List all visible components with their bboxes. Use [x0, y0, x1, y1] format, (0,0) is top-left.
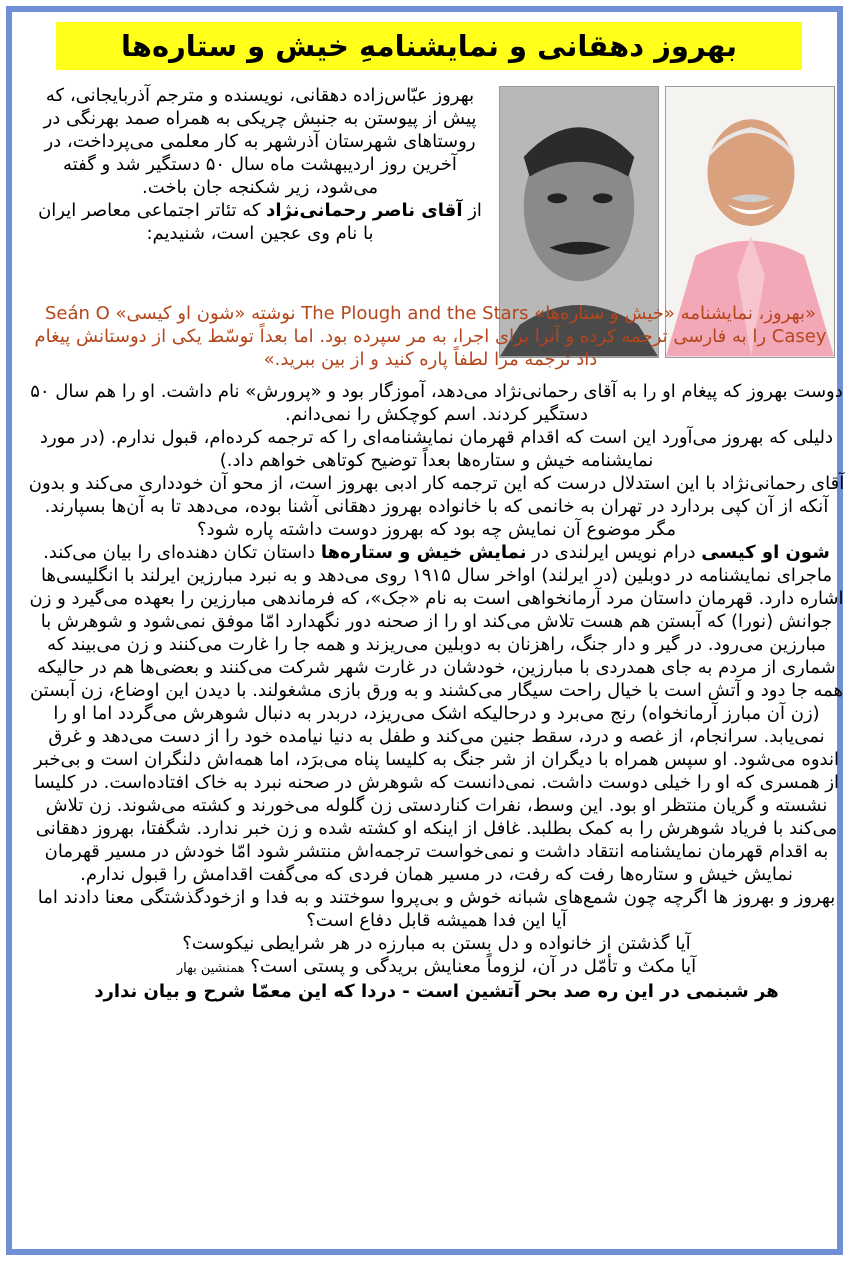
body-p5-rest: داستان تکان دهنده‌ای را بیان می‌کند. ماجرای نمایشنامه در دوبلین (در ایرلند) اواخر سال ۱۹۱۵ روی می‌دهد و به نبرد مبارزین ایرلند با انگلیسی‌ها اشاره دارد. قهرمان داستان مرد آرمانخواهی است به نام «جک»، که فرماندهی مبارزین را بعهده می‌گیرد و زن جوانش (نورا) که آبستن هم هست تلاش می‌کند او را از صحنه دور نگهدارد امّا موفق نمی‌شود و شوهرش با مبارزین می‌رود. در گیر و دار جنگ، راهزنان به دوبلین می‌ریزند و همه جا را غارت می‌کنند و زن می‌بیند که شماری از مردم به جای همدردی با مبارزین، خودشان در غارت شهر شرکت می‌کنند و بعضی‌ها هم در حالیکه همه جا دود و آتش است با خیال راحت سیگار می‌کشند و به ورق بازی مشغولند. با دیدن این اوضاع، زن آبستن (زن آن مبارز آرمانخواه) رنج می‌برد و درحالیکه اشک می‌ریزد، دربدر به دنبال شوهرش می‌گردد اما او را نمی‌یابد. سرانجام، از غصه و درد، سقط جنین می‌کند و طفل به دنیا نیامده خود را از دست می‌دهد و غرق اندوه می‌شود. او سپس همراه با دیگران از شر جنگ به کلیسا پناه می‌برَد، اما همه‌اش دلنگران است و بی‌خبر از همسری که او را خیلی دوست داشت. نمی‌دانست که شوهرش در صحنه نبرد به خاک افتاده‌است. در کلیسا نشسته و گریان منتظر او بود. این وسط، نفرات کناردستی زن گلوله می‌خورند و کشته می‌شوند. زن تلاش می‌کند با فریاد شوهرش را به کمک بطلبد. غافل از اینکه او کشته شده و زن خبر ندارد. شگفتا، بهروز دهقانی به اقدام قهرمان نمایشنامه انتقاد داشت و نمی‌خواست ترجمه‌اش منتشر شود امّا خودش در مسیر قهرمان نمایش خیش و ستاره‌ها رفت که رفت، در مسیر همان فردی که می‌گفت اقدامش را قبول ندارم. — [29, 542, 844, 885]
intro-p2-suffix: که تئاتر اجتماعی معاصر ایران با نام وی عجین است، شنیدیم: — [38, 200, 374, 244]
intro-p2-prefix: از — [462, 200, 482, 221]
body-paragraph-3: آقای رحمانی‌نژاد با این استدلال درست که این ترجمه کار ادبی بهروز است، از محو آن خودداری می‌کند و بدون آنکه از آن کپی بردارد در تهران به خانمی که با خانواده بهروز دهقانی آشنا بوده، می‌دهد تا به آن‌ها بسپارند. — [28, 473, 845, 517]
body-paragraph-2: دلیلی که بهروز می‌آورد این است که اقدام قهرمان نمایشنامه‌ای را که ترجمه کرده‌ام، قبول ندارم. (در مورد نمایشنامه خیش و ستاره‌ها بعداً توضیح کوتاهی خواهم داد.) — [39, 427, 834, 471]
intro-quote: «بهروز، نمایشنامه «خیش و ستاره‌ها» The Plough and the Stars نوشته «شون او کیسی» Seán O Casey را به فارسی ترجمه کرده و آنرا برای اجرا، به مر سپرده بود. اما بعداً توسّط یکی از دوستانش پیغام داد ترجمه مرا لطفاً پاره کنید و از بین ببرید.» — [34, 303, 827, 370]
play-name: نمایش خیش و ستاره‌ها — [320, 542, 527, 563]
body-paragraph-1: دوست بهروز که پیغام او را به آقای رحمانی‌نژاد می‌دهد، آموزگار بود و «پرورش» نام داشت. او را هم سال ۵۰ دستگیر کردند. اسم کوچکش را نمی‌دانم. — [30, 381, 843, 425]
body-p8-main: آیا مکث و تأمّل در آن، لزوماً معنایش بریدگی و پستی است؟ — [244, 956, 697, 977]
intro-p2-name: آقای ناصر رحمانی‌نژاد — [266, 200, 463, 221]
body-p5-mid: درام نویس ایرلندی در — [526, 542, 702, 563]
intro-text — [36, 84, 484, 245]
body-paragraph-5 — [28, 541, 845, 886]
page-title: بهروز دهقانی و نمایشنامهِ خیش و ستاره‌ها — [56, 22, 802, 70]
intro-paragraph-2 — [36, 199, 484, 245]
body-paragraph-6: بهروز و بهروز ها اگرچه چون شمع‌های شبانه خوش و بی‌پروا سوختند و به فدا و ازخودگذشتگی معنا دادند اما آیا این فدا همیشه قابل دفاع است؟ — [37, 887, 836, 931]
page-frame — [6, 6, 843, 1255]
body-paragraph-4: مگر موضوع آن نمایش چه بود که بهروز دوست داشته پاره شود؟ — [197, 519, 676, 540]
signature: همنشین بهار — [176, 961, 245, 976]
body-text — [28, 380, 845, 1003]
intro-paragraph-1: بهروز عبّاس‌زاده دهقانی، نویسنده و مترجم آذربایجانی، که پیش از پیوستن به جنبش چریکی به همراه صمد بهرنگی در روستاهای شهرستان آذرشهر به کار معلمی می‌پرداخت، در آخرین روز اردیبهشت ماه سال ۵۰ دستگیر شد و گفته می‌شود، زیر شکنجه جان باخت. — [43, 85, 477, 198]
author-name: شون او کیسی — [701, 542, 830, 563]
body-paragraph-7: آیا گذشتن از خانواده و دل بستن به مبارزه در هر شرایطی نیکوست؟ — [182, 933, 691, 954]
closing-verse: هر شبنمی در این ره صد بحر آتشین است - دردا که این معمّا شرح و بیان ندارد — [94, 981, 779, 1002]
body-paragraph-8 — [28, 955, 845, 980]
